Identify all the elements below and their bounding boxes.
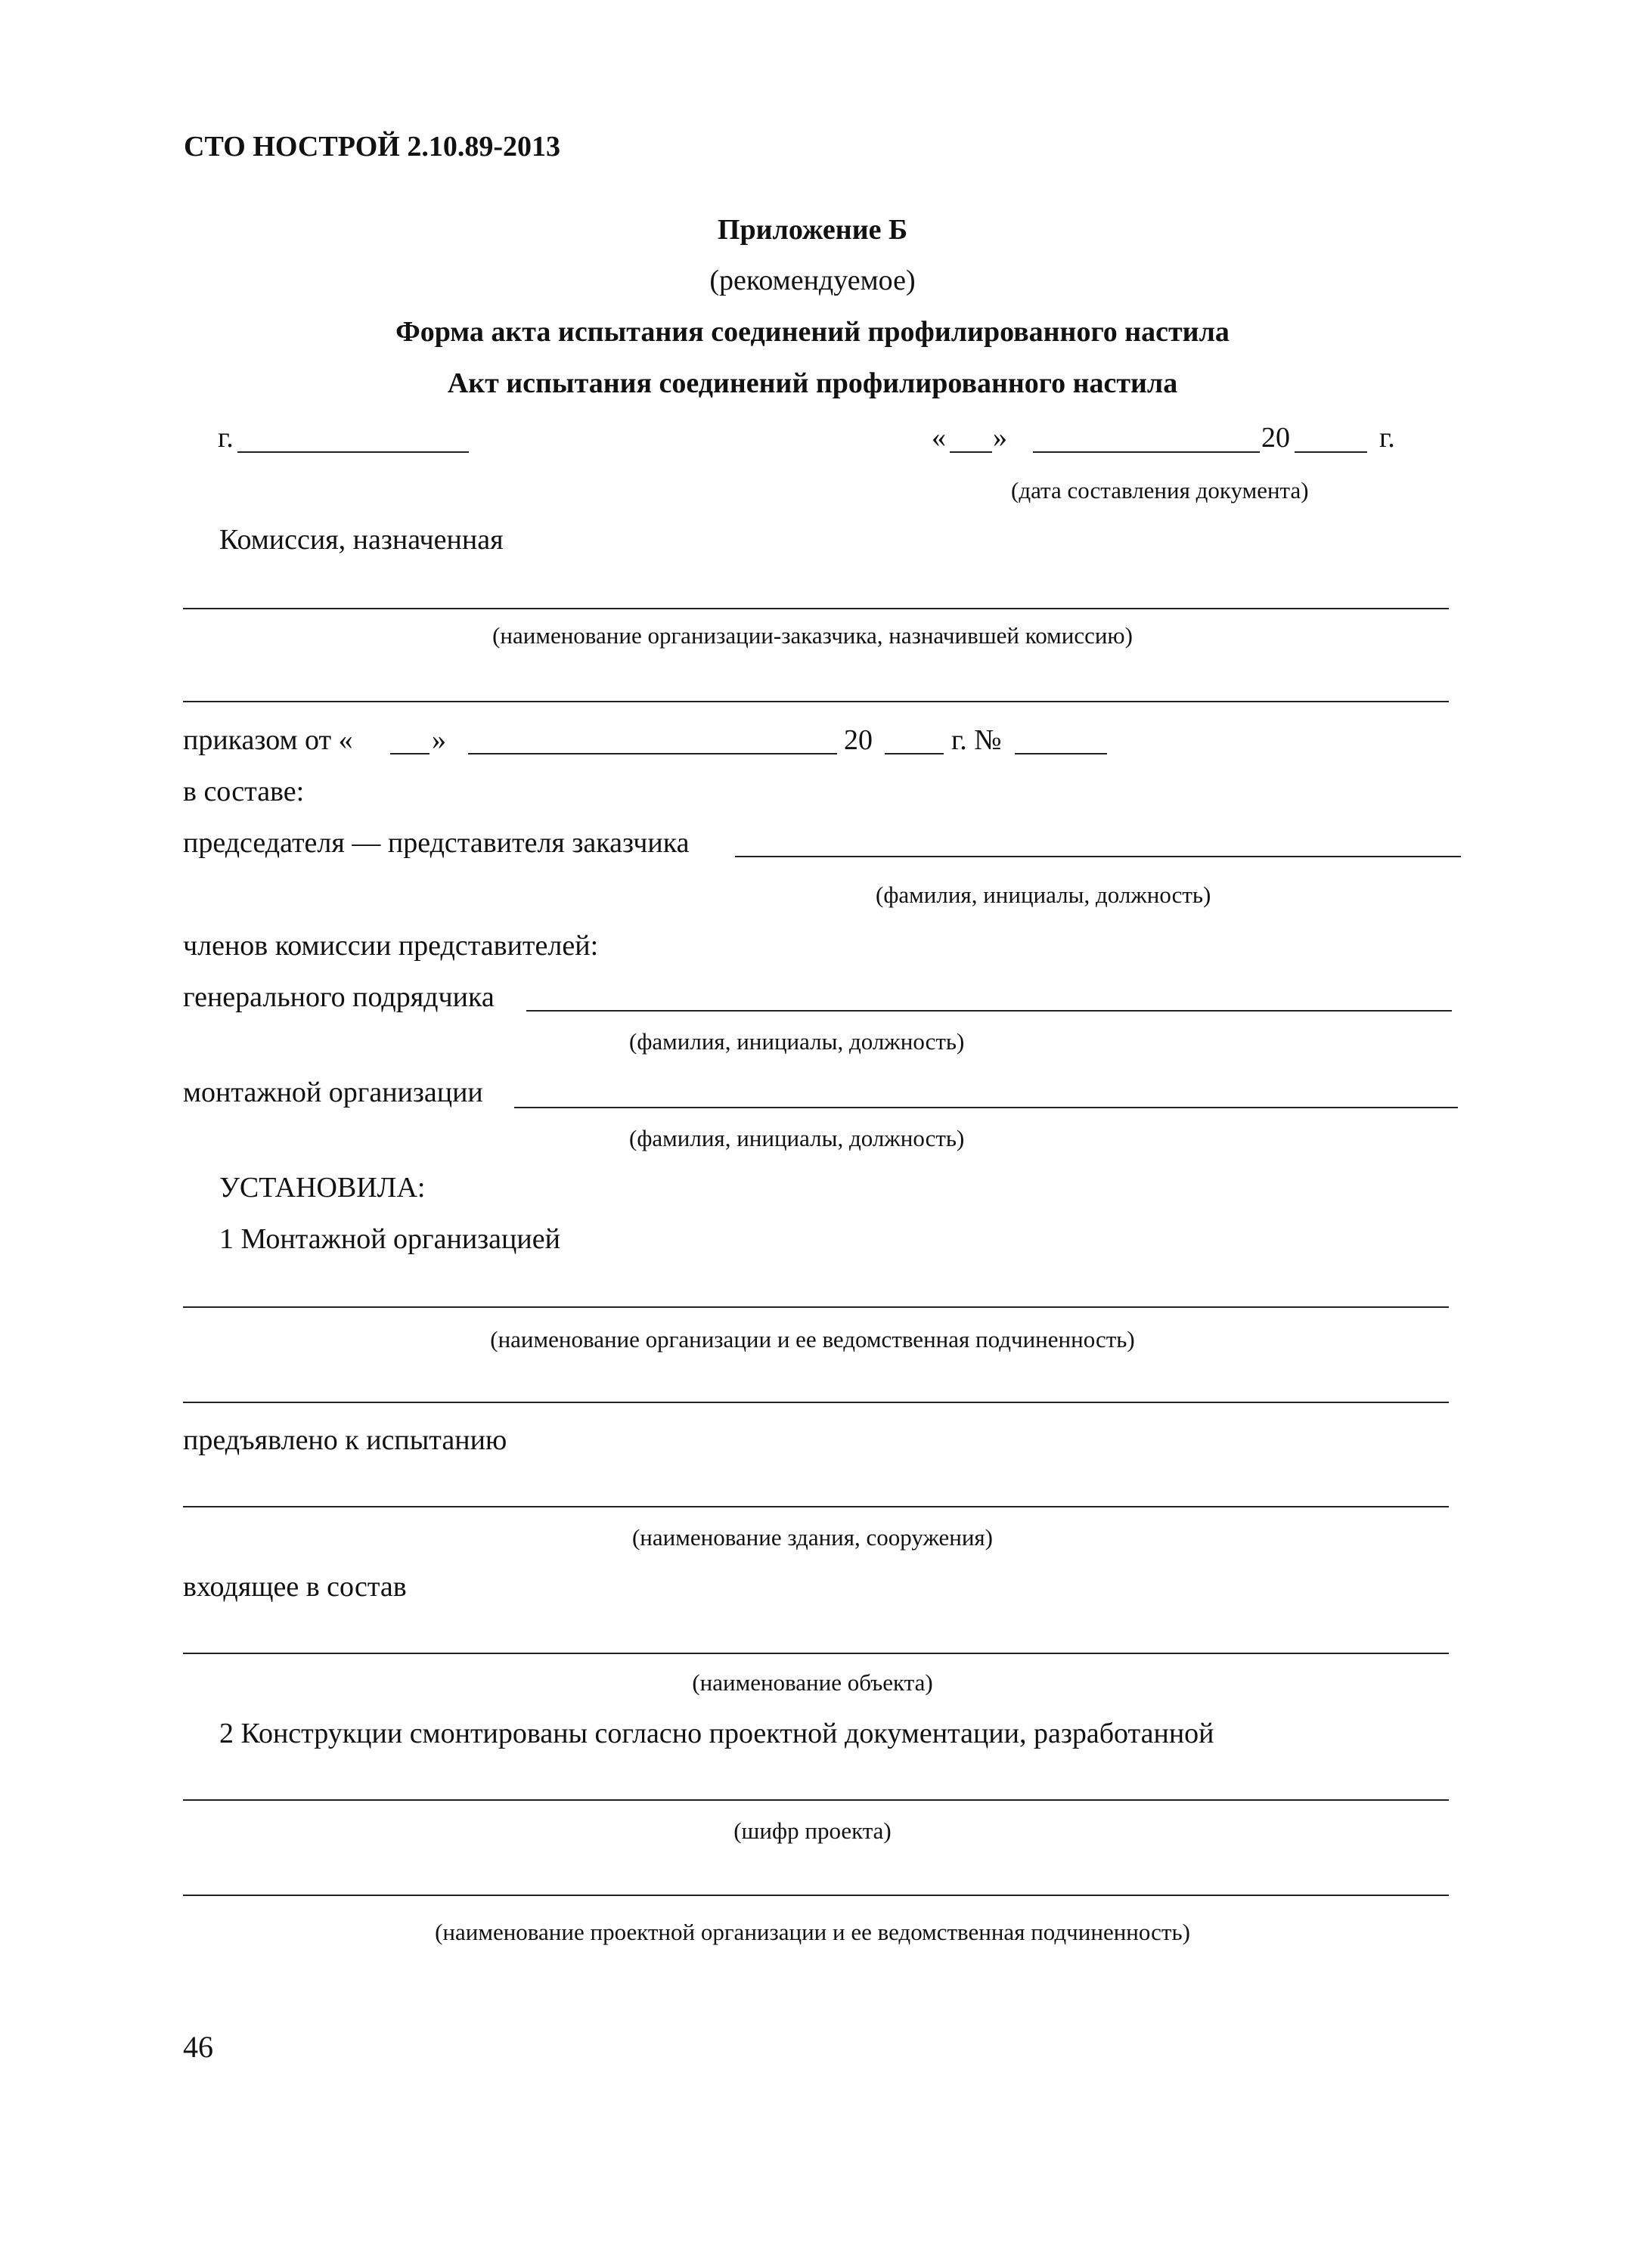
item1-label: 1 Монтажной организацией [219, 1223, 560, 1255]
object-field[interactable] [183, 1653, 1449, 1654]
order-year-prefix: 20 [844, 724, 873, 756]
general-contractor-field[interactable] [526, 1010, 1452, 1012]
item1-org-field[interactable] [183, 1306, 1449, 1308]
commission-label: Комиссия, назначенная [219, 524, 504, 556]
building-caption: (наименование здания, сооружения) [631, 1524, 994, 1551]
order-number-field[interactable] [1015, 753, 1107, 754]
order-month-field[interactable] [468, 753, 837, 754]
order-label: приказом от « [183, 724, 353, 756]
order-year-field[interactable] [885, 753, 944, 754]
date-year-field[interactable] [1295, 451, 1367, 453]
commission-org-field[interactable] [183, 608, 1449, 609]
date-month-field[interactable] [1033, 451, 1260, 453]
date-close-quote: » [993, 422, 1007, 454]
order-day-field[interactable] [390, 753, 430, 754]
installer-caption: (фамилия, инициалы, должность) [629, 1125, 965, 1151]
commission-org-caption: (наименование организации-заказчика, назначившей комиссию) [492, 622, 1133, 649]
item2-label: 2 Конструкции смонтированы согласно проектной документации, разработанной [219, 1718, 1214, 1749]
order-number-label: г. № [951, 724, 1002, 756]
presented-label: предъявлено к испытанию [183, 1424, 507, 1456]
commission-org-field-2[interactable] [183, 701, 1449, 702]
item1-org-field-2[interactable] [183, 1402, 1449, 1403]
design-org-caption: (наименование проектной организации и ее ведомственная подчиненность) [435, 1919, 1190, 1945]
design-org-field[interactable] [183, 1895, 1449, 1896]
project-code-caption: (шифр проекта) [733, 1817, 892, 1844]
date-day-field[interactable] [950, 451, 992, 453]
building-field[interactable] [183, 1506, 1449, 1507]
installer-field[interactable] [514, 1107, 1458, 1108]
order-close-quote: » [432, 724, 446, 756]
general-contractor-label: генерального подрядчика [183, 981, 495, 1013]
city-field[interactable] [237, 451, 469, 453]
members-label: членов комиссии представителей: [183, 930, 599, 962]
installer-label: монтажной организации [183, 1077, 483, 1108]
appendix-title: Приложение Б [717, 214, 908, 246]
city-label: г. [218, 422, 234, 454]
date-year-suffix: г. [1379, 422, 1395, 454]
object-caption: (наименование объекта) [692, 1669, 933, 1696]
chairman-field[interactable] [735, 856, 1461, 857]
page-number: 46 [183, 2030, 213, 2064]
established-heading: УСТАНОВИЛА: [219, 1172, 426, 1204]
project-code-field[interactable] [183, 1799, 1449, 1801]
chairman-caption: (фамилия, инициалы, должность) [876, 881, 1211, 908]
composition-label: в составе: [183, 776, 305, 807]
date-caption: (дата составления документа) [1011, 477, 1309, 503]
act-title: Акт испытания соединений профилированного настила [447, 367, 1178, 399]
date-open-quote: « [932, 422, 946, 454]
form-title: Форма акта испытания соединений профилированного настила [395, 316, 1230, 348]
appendix-status: (рекомендуемое) [709, 265, 916, 296]
date-year-prefix: 20 [1261, 422, 1290, 454]
included-label: входящее в состав [183, 1571, 407, 1603]
document-code: СТО НОСТРОЙ 2.10.89-2013 [184, 131, 560, 163]
chairman-label: председателя — представителя заказчика [183, 827, 690, 859]
general-contractor-caption: (фамилия, инициалы, должность) [629, 1028, 965, 1055]
item1-org-caption: (наименование организации и ее ведомственная подчиненность) [490, 1326, 1135, 1352]
